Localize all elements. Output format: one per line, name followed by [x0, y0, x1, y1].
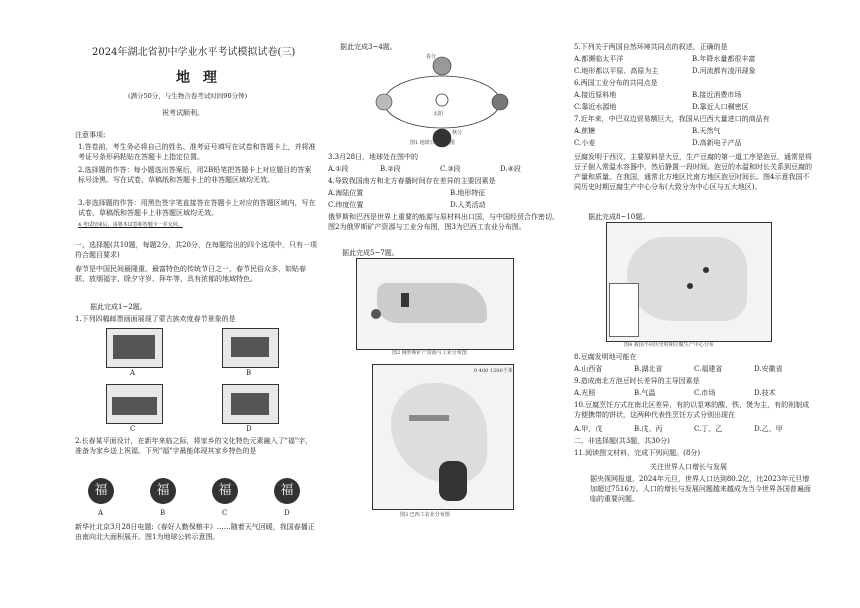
q9-option-c: C.市场	[694, 389, 716, 397]
section1-heading: 一、选择题(共10题，每题2分，共20分，在每题给出的四个选项中，只有一项符合题目要求)	[75, 241, 317, 260]
industrial-region-icon	[439, 461, 467, 501]
map-legend	[609, 283, 639, 337]
china-landmass	[627, 237, 747, 321]
russia-map	[356, 258, 514, 350]
orbit-figure	[372, 52, 512, 152]
subject-title: 地 理	[176, 70, 221, 86]
question-4: 4.导致我国南方和北方春播时间存在差异的主要因素是	[328, 177, 496, 185]
wish-text: 祝考试顺利。	[162, 109, 204, 117]
stamp-d-image	[222, 384, 279, 424]
full-marks: (满分50分，与生物合卷考试时间90分钟)	[128, 92, 248, 100]
q8-option-d: D.安徽省	[754, 365, 783, 373]
q9-option-a: A.光照	[574, 389, 596, 397]
label-autumn: 秋分	[452, 130, 463, 136]
question-2: 2.长春某平面设计，在新年来临之际，将家乡的文化特色元素融入了"福"字，准备为家乡送上祝福。下列"福"字最能体现其家乡特色的是	[75, 437, 313, 456]
news-text: 新华社北京3月28日电题:《春好人勤保粮丰》……随着天气回暖，我国春播正由南向北大面积展开。图1为地球公转示意图。	[75, 523, 315, 542]
q3-option-c: C.③段	[440, 165, 461, 173]
industrial-zone-icon	[401, 293, 409, 307]
fig1-caption: 图1 地球公转示意图	[410, 140, 455, 146]
q10-option-b: B.戊、丙	[634, 425, 663, 433]
q9-option-d: D.技术	[754, 389, 776, 397]
brazil-map	[372, 364, 514, 510]
q11-text: 据央视网报道，2024年元旦，世界人口达到80.2亿，比2023年元旦增加超过7516万。人口的增长与发展问题越来越成为当今世界各国普遍面临的重要问题。	[590, 475, 811, 504]
q4-option-d: D.人类活动	[450, 201, 486, 209]
stamp-b-image	[222, 328, 279, 368]
sun-icon	[436, 94, 448, 106]
fu-character-c: 福	[212, 478, 238, 504]
q9-option-b: B.气温	[634, 389, 656, 397]
question-5: 5.下列关于两国自然环境共同点的叙述，正确的是	[574, 43, 728, 51]
industrial-zone-icon	[371, 309, 381, 319]
question-3: 3.3月28日，地球处在图中的	[328, 153, 419, 161]
intro-1-2: 据此完成1~2题。	[90, 303, 147, 311]
fu-character-b: 福	[150, 478, 176, 504]
notes-item-2: 2.选择题的作答：每小题选出答案后，用2B铅笔把答题卡上对应题目的答案标号涂黑。写在试卷、草稿纸和答题卡上的非答题区域均无效。	[78, 166, 312, 185]
river-icon	[409, 415, 449, 421]
question-10: 10.豆腐烹饪方式在南北区差异，有的以泵寒的酸、铁、煲为主，有的则制成方便携带的饼状，这两种代表性烹饪方式分别出现在	[574, 401, 810, 420]
notes-item-1: 1.答卷前，考生务必将自己的姓名、准考证号填写在试卷和答题卡上，并将准考证号条形码粘贴在答题卡上指定位置。	[78, 143, 316, 162]
q6-option-b: B.接近消费市场	[692, 91, 742, 99]
q8-option-b: B.湖北省	[634, 365, 663, 373]
russia-brazil-text: 俄罗斯和巴西是世界上重要的能源与原材料出口国，与中国经贸合作密切。图2为俄罗斯矿产资源与工业分布图，图3为巴西工农业分布图。	[328, 213, 559, 232]
notes-item-4: 4.考试结束后，请将本试卷和答题卡一并交回。	[78, 222, 183, 228]
q5-option-b: B.年降水量都很丰富	[692, 55, 756, 63]
fu-character-d: 福	[274, 478, 300, 504]
q7-option-c: C.小麦	[574, 139, 596, 147]
q1-option-c: C	[130, 425, 136, 433]
fig3-scale: 0 400 1200千米	[474, 368, 513, 374]
q3-option-b: B.②段	[380, 165, 401, 173]
stamp-c-image	[106, 384, 163, 424]
tofu-text: 豆腐发明于西汉，主要原料是大豆，生产豆腐的第一道工序是泡豆，通常是将豆子倒入常温水容器中，然后静置一段时间。泡豆的水温和时长关系到豆腐的产量和质量。在我国，通常北方地区比南方地区泡豆时间长。图4示意我国不同历史时期豆腐生产中心分布(大致分为中心区与五大地区)。	[574, 153, 812, 192]
question-8: 8.豆腐发明地可能在	[574, 353, 637, 361]
q4-option-c: C.纬度位置	[328, 201, 364, 209]
q8-option-c: C.福建省	[694, 365, 723, 373]
q2-option-b: B	[160, 509, 166, 517]
q7-option-d: D.高新电子产品	[692, 139, 742, 147]
tofu-center-icon	[687, 283, 693, 289]
fig4-caption: 图4 我国不同历史时期豆腐生产中心分布	[624, 342, 714, 348]
q4-option-b: B.地形特征	[450, 189, 486, 197]
question-9: 9.造成南北方泡豆时长差异的主导因素是	[574, 377, 700, 385]
q2-option-c: C	[222, 509, 228, 517]
q1-option-b: B	[246, 369, 252, 377]
q3-option-a: A.①段	[328, 165, 349, 173]
q8-option-a: A.山西省	[574, 365, 603, 373]
orbit-ellipse	[384, 76, 500, 128]
q1-option-d: D	[246, 425, 252, 433]
q6-option-c: C.靠近水源地	[574, 103, 617, 111]
q11-title: 关注世界人口增长与发展	[650, 463, 727, 471]
earth-left-icon	[376, 94, 392, 110]
russia-landmass	[377, 283, 487, 323]
question-1: 1.下列四幅邮票画面展现了蒙古族欢度春节景象的是	[75, 315, 236, 323]
notes-item-3: 3.非选择题的作答：用黑色签字笔直接答在答题卡上对应的答题区域内，写在试卷、草稿纸和答题卡上非答题区域均无效。	[78, 199, 316, 218]
fig3-caption: 图3 巴西工农业分布图	[400, 512, 450, 518]
intro-5-7: 据此完成5~7题。	[342, 249, 399, 257]
label-spring: 春分	[426, 54, 437, 60]
intro-8-10: 据此完成8~10题。	[588, 213, 650, 221]
question-11: 11.阅读图文材料，完成下列问题。(8分)	[574, 449, 701, 457]
q7-option-a: A.蔗糖	[574, 127, 596, 135]
q4-option-a: A.海陆位置	[328, 189, 364, 197]
fu-character-a: 福	[88, 478, 114, 504]
q5-option-c: C.地形都以平原、高原为主	[574, 67, 659, 75]
q7-option-b: B.天然气	[692, 127, 721, 135]
question-6: 6.两国工业分布的共同点是	[574, 79, 658, 87]
q1-option-a: A	[130, 369, 136, 377]
q2-option-a: A	[98, 509, 104, 517]
china-tofu-map	[606, 222, 772, 342]
fig2-caption: 图2 俄罗斯矿产资源与工业分布图	[392, 350, 467, 356]
label-sun: 太阳	[433, 111, 444, 117]
q6-option-a: A.接近原料地	[574, 91, 617, 99]
earth-right-icon	[492, 94, 508, 110]
tofu-center-icon	[703, 267, 709, 273]
notes-title: 注意事项:	[75, 131, 106, 139]
q10-option-a: A.甲、戊	[574, 425, 603, 433]
section2-heading: 二、非选择题(共3题，共30分)	[574, 437, 670, 445]
q2-option-d: D	[284, 509, 290, 517]
q5-option-a: A.都濒临太平洋	[574, 55, 624, 63]
question-7: 7.近年来，中巴双边贸易额巨大，我国从巴西大量进口的商品有	[574, 115, 770, 123]
q10-option-c: C.丁、乙	[694, 425, 723, 433]
stamp-a-image	[106, 328, 163, 368]
q3-option-d: D.④段	[500, 165, 521, 173]
q5-option-d: D.河流都有凌汛现象	[692, 67, 756, 75]
q6-option-d: D.靠近人口稠密区	[692, 103, 749, 111]
intro-3-4: 据此完成3~4题。	[340, 43, 397, 51]
festival-intro: 春节是中国民间最隆重、最富特色的传统节日之一，春节民俗众多，如贴春联、放烟福字、除夕守岁、拜年等，具有浓郁的地域特色。	[75, 265, 306, 284]
exam-title: 2024年湖北省初中学业水平考试模拟试卷(三)	[92, 47, 296, 58]
q10-option-d: D.乙、甲	[754, 425, 783, 433]
